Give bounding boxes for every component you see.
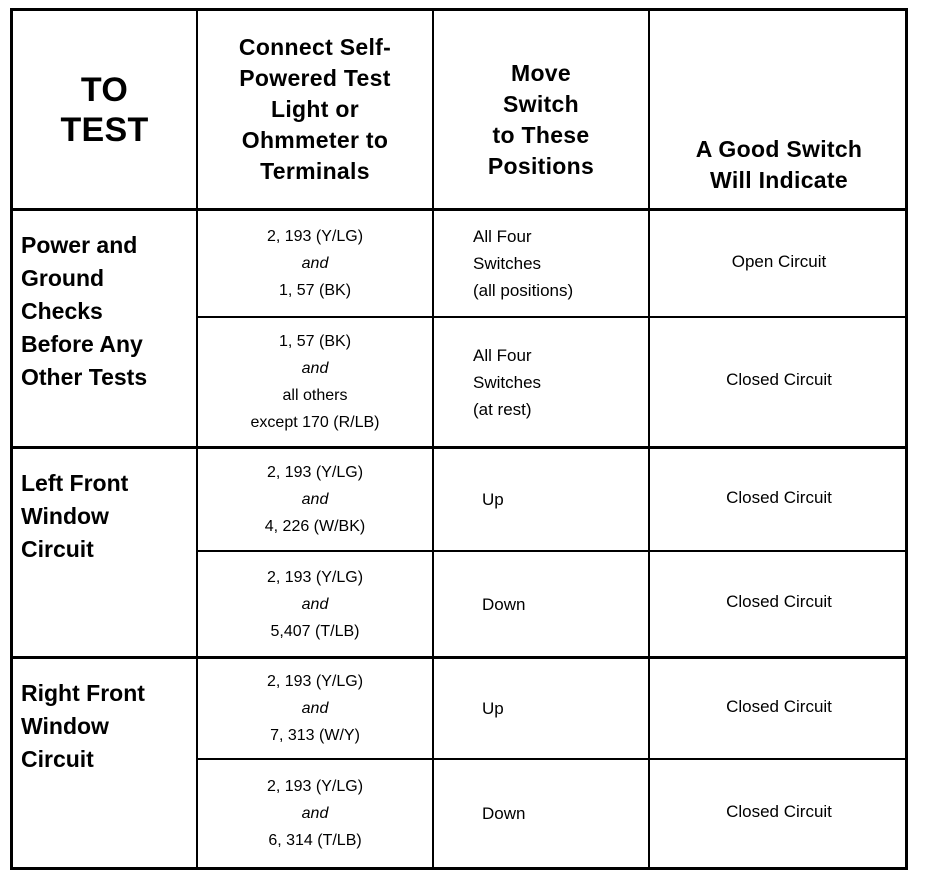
position-cell — [434, 760, 648, 867]
terminal-pair: 2, 193 (Y/LG) — [266, 464, 364, 481]
result-cell — [650, 760, 908, 867]
terminal-conjunction: and — [301, 595, 329, 613]
group-line: Window — [21, 503, 109, 529]
terminal-pair: 2, 193 (Y/LG) — [266, 568, 364, 586]
position-cell — [434, 659, 648, 758]
terminals-cell — [198, 760, 432, 867]
position-line: Up — [482, 490, 504, 509]
position-line: (at rest) — [473, 399, 532, 419]
group-line: Window — [21, 713, 109, 739]
group-label-right-front — [13, 659, 196, 867]
group-line: Circuit — [21, 536, 94, 562]
terminal-pair: except 170 (R/LB) — [250, 414, 380, 431]
result-cell — [650, 659, 908, 758]
result-text: Closed Circuit — [726, 801, 832, 821]
header-line: A Good Switch — [695, 136, 863, 162]
position-line: (all positions) — [473, 281, 574, 300]
position-cell — [434, 449, 648, 550]
terminal-pair: 2, 193 (Y/LG) — [266, 778, 364, 795]
position-line: All Four — [473, 227, 532, 246]
position-line: All Four — [473, 345, 532, 365]
result-text: Closed Circuit — [726, 696, 832, 716]
header-line: Terminals — [260, 158, 370, 184]
group-line: Right Front — [21, 680, 145, 706]
terminals-cell — [198, 449, 432, 550]
position-cell — [434, 318, 648, 446]
terminal-conjunction: and — [301, 491, 329, 508]
header-line: Positions — [487, 152, 595, 179]
result-cell — [650, 211, 908, 316]
switch-test-table — [10, 8, 908, 870]
terminals-cell — [198, 659, 432, 758]
terminals-cell — [198, 552, 432, 656]
result-text: Open Circuit — [731, 251, 827, 271]
terminal-conjunction: and — [301, 360, 329, 377]
group-line: Circuit — [21, 746, 94, 772]
header-line: TEST — [60, 110, 149, 149]
terminal-pair: 4, 226 (W/BK) — [264, 518, 366, 535]
terminal-pair: 6, 314 (T/LB) — [268, 832, 362, 849]
terminals-cell — [198, 318, 432, 446]
terminal-conjunction: and — [301, 805, 329, 822]
header-line: Connect Self- — [238, 34, 392, 60]
header-move-switch — [434, 31, 648, 208]
header-line: to These — [492, 121, 590, 148]
result-text: Closed Circuit — [726, 370, 832, 389]
header-connect-terminals — [198, 11, 432, 208]
position-line: Down — [482, 804, 526, 823]
terminal-conjunction: and — [301, 255, 329, 272]
terminal-conjunction: and — [301, 700, 329, 717]
result-cell — [650, 449, 908, 550]
header-line: Powered Test — [239, 65, 391, 91]
position-line: Up — [482, 699, 504, 718]
group-line: Left Front — [21, 470, 129, 496]
group-line: Power and — [21, 232, 138, 258]
group-label-power-ground — [13, 211, 196, 446]
terminal-pair: 1, 57 (BK) — [278, 333, 352, 350]
group-line: Before Any — [21, 331, 143, 357]
position-line: Down — [482, 594, 526, 614]
terminal-pair: 7, 313 (W/Y) — [270, 727, 360, 744]
position-line: Switches — [473, 254, 542, 273]
group-line: Checks — [21, 298, 103, 324]
result-cell — [650, 318, 908, 446]
terminal-pair: 1, 57 (BK) — [278, 282, 352, 299]
terminals-cell — [198, 211, 432, 316]
header-line: Light or — [270, 96, 359, 122]
terminal-pair: all others — [282, 387, 348, 404]
terminal-pair: 2, 193 (Y/LG) — [266, 673, 364, 690]
header-line: Will Indicate — [710, 167, 848, 193]
header-to-test — [13, 11, 196, 208]
result-text: Closed Circuit — [726, 592, 832, 611]
header-line: Ohmmeter to — [241, 127, 389, 153]
header-line: TO — [80, 70, 129, 109]
result-text: Closed Circuit — [726, 487, 832, 507]
position-line: Switches — [473, 372, 542, 392]
position-cell — [434, 552, 648, 656]
group-line: Ground — [21, 265, 105, 291]
group-line: Other Tests — [21, 364, 148, 390]
header-good-switch — [650, 11, 908, 208]
terminal-pair: 5,407 (T/LB) — [270, 622, 360, 640]
header-line: Move — [511, 59, 571, 86]
result-cell — [650, 552, 908, 656]
position-cell — [434, 211, 648, 316]
header-line: Switch — [503, 90, 579, 117]
group-label-left-front — [13, 449, 196, 656]
terminal-pair: 2, 193 (Y/LG) — [266, 228, 364, 245]
